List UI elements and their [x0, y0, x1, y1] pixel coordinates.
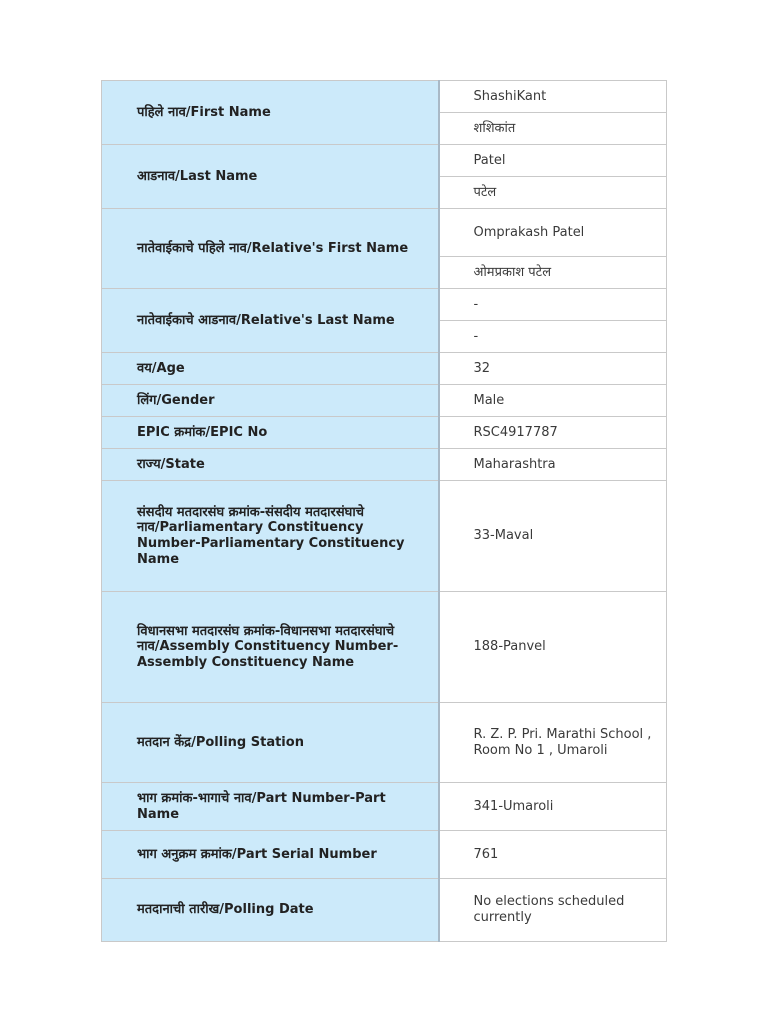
table-row [102, 783, 667, 831]
parliamentary-constituency-value: 33-Maval [439, 481, 667, 592]
table-row [102, 879, 667, 942]
epic-no-label: EPIC क्रमांक/EPIC No [102, 417, 439, 449]
last-name-value-marathi: पटेल [439, 177, 667, 209]
epic-no-value: RSC4917787 [439, 417, 667, 449]
last-name-value: Patel [439, 145, 667, 177]
gender-label: लिंग/Gender [102, 385, 439, 417]
table-row [102, 417, 667, 449]
table-row [102, 145, 667, 177]
parliamentary-constituency-label: संसदीय मतदारसंघ क्रमांक-संसदीय मतदारसंघाचे नाव/Parliamentary Constituency Number-Parliamentary Constituency Name [102, 481, 439, 592]
polling-date-value: No elections scheduled currently [439, 879, 667, 942]
polling-station-label: मतदान केंद्र/Polling Station [102, 703, 439, 783]
table-row [102, 289, 667, 321]
relative-last-name-value-marathi: - [439, 321, 667, 353]
table-row [102, 592, 667, 703]
relative-first-name-label: नातेवाईकाचे पहिले नाव/Relative's First Name [102, 209, 439, 289]
table-row [102, 703, 667, 783]
part-number-label: भाग क्रमांक-भागाचे नाव/Part Number-Part Name [102, 783, 439, 831]
part-serial-number-value: 761 [439, 831, 667, 879]
relative-last-name-label: नातेवाईकाचे आडनाव/Relative's Last Name [102, 289, 439, 353]
state-value: Maharashtra [439, 449, 667, 481]
relative-last-name-value: - [439, 289, 667, 321]
assembly-constituency-value: 188-Panvel [439, 592, 667, 703]
polling-date-label: मतदानाची तारीख/Polling Date [102, 879, 439, 942]
polling-station-value: R. Z. P. Pri. Marathi School , Room No 1 , Umaroli [439, 703, 667, 783]
last-name-label: आडनाव/Last Name [102, 145, 439, 209]
state-label: राज्य/State [102, 449, 439, 481]
part-number-value: 341-Umaroli [439, 783, 667, 831]
assembly-constituency-label: विधानसभा मतदारसंघ क्रमांक-विधानसभा मतदारसंघाचे नाव/Assembly Constituency Number-Assembly Constituency Name [102, 592, 439, 703]
table-row [102, 481, 667, 592]
voter-details-table [101, 80, 667, 942]
first-name-label: पहिले नाव/First Name [102, 81, 439, 145]
age-value: 32 [439, 353, 667, 385]
relative-first-name-value-marathi: ओमप्रकाश पटेल [439, 257, 667, 289]
age-label: वय/Age [102, 353, 439, 385]
part-serial-number-label: भाग अनुक्रम क्रमांक/Part Serial Number [102, 831, 439, 879]
gender-value: Male [439, 385, 667, 417]
first-name-value-marathi: शशिकांत [439, 113, 667, 145]
table-row [102, 81, 667, 113]
first-name-value: ShashiKant [439, 81, 667, 113]
table-row [102, 353, 667, 385]
table-row [102, 831, 667, 879]
table-row [102, 449, 667, 481]
table-row [102, 209, 667, 257]
table-row [102, 385, 667, 417]
relative-first-name-value: Omprakash Patel [439, 209, 667, 257]
